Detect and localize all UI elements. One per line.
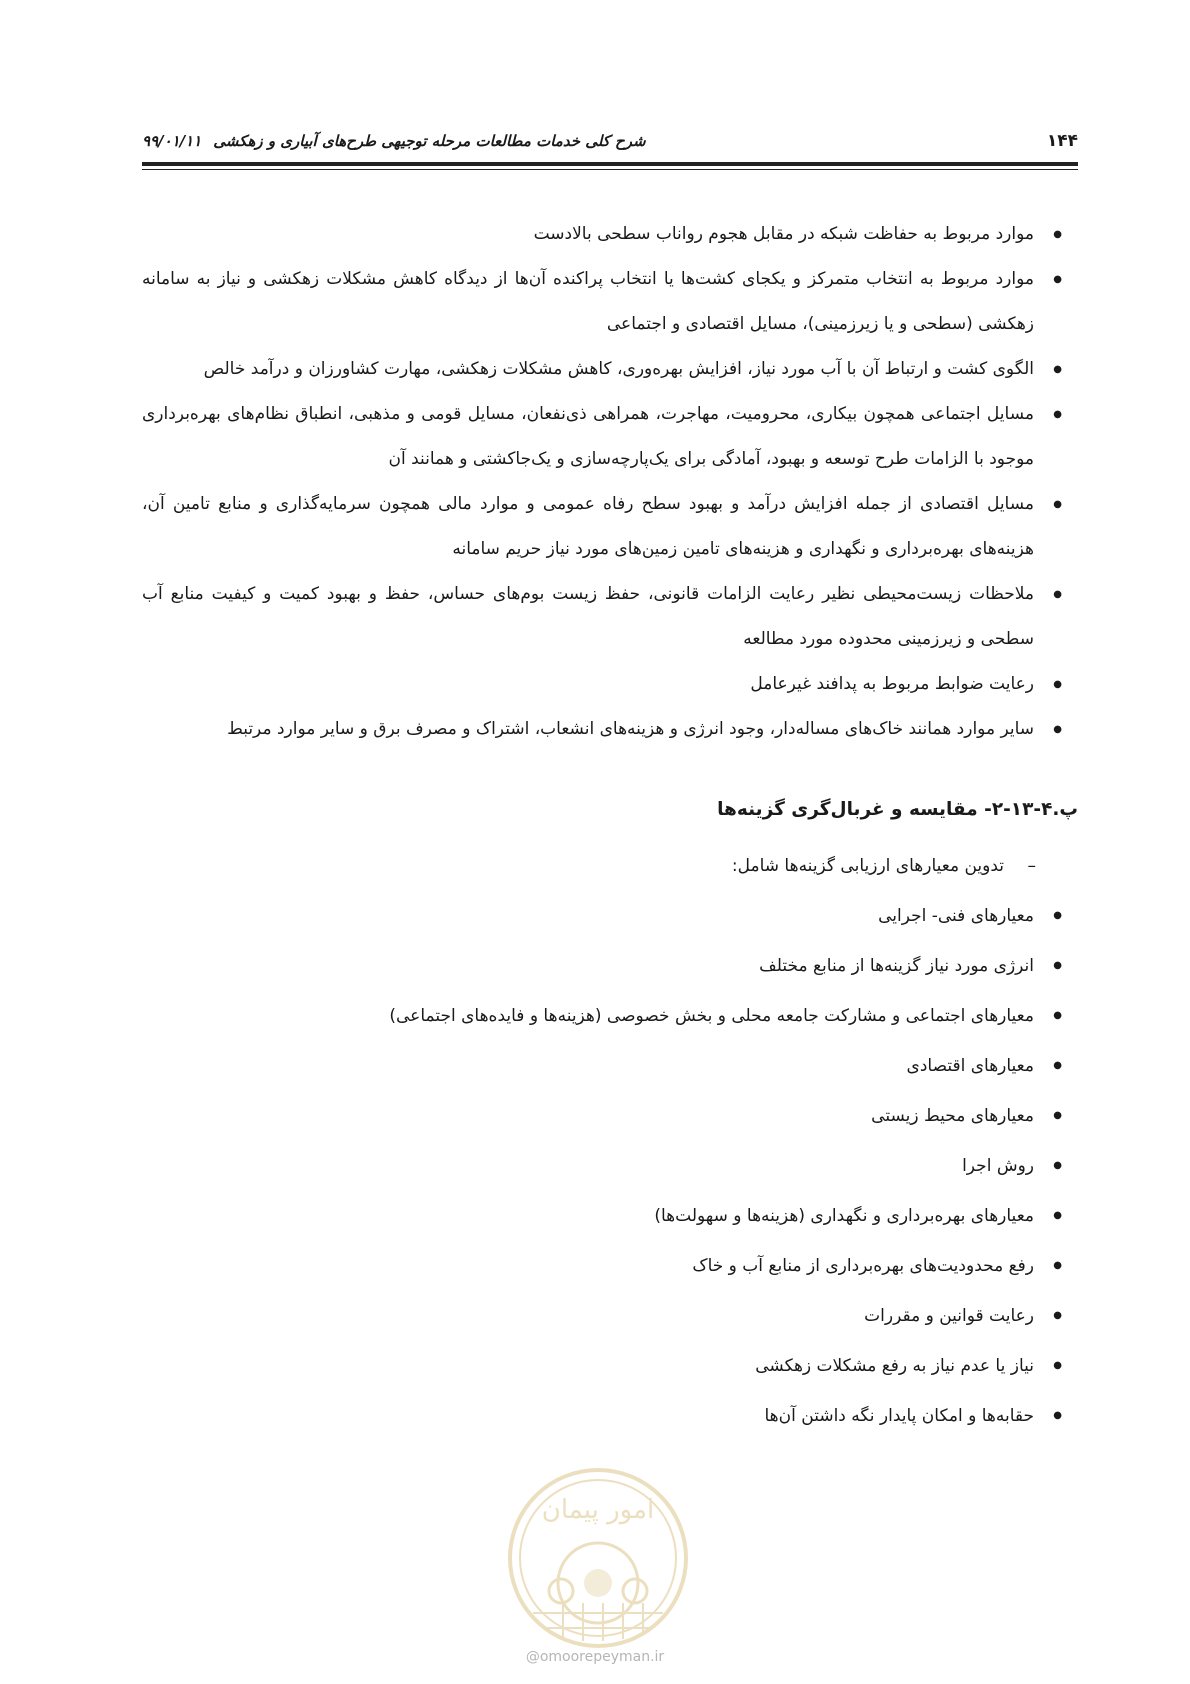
list-item: ● معیارهای بهره‌برداری و نگهداری (هزینه‌ها و سهولت‌ها) bbox=[142, 1191, 1078, 1241]
criteria-list bbox=[142, 891, 1078, 1441]
header-date: ۹۹/۰۱/۱۱ bbox=[142, 132, 202, 150]
page-body bbox=[142, 212, 1078, 1441]
list-item: ● رعایت ضوابط مربوط به پدافند غیرعامل bbox=[142, 662, 1078, 707]
list-item: ● موارد مربوط به انتخاب متمرکز و یکجای کشت‌ها یا انتخاب پراکنده آن‌ها از دیدگاه کاهش مشکلات زهکشی و نیاز به سامانه زهکشی (سطحی و یا زیرزمینی)، مسایل اقتصادی و اجتماعی bbox=[142, 257, 1078, 347]
list-item: ● معیارهای اجتماعی و مشارکت جامعه محلی و بخش خصوصی (هزینه‌ها و فایده‌های اجتماعی) bbox=[142, 991, 1078, 1041]
footer-url: @omoorepeyman.ir bbox=[525, 1649, 665, 1665]
dash-item: – تدوین معیارهای ارزیابی گزینه‌ها شامل: bbox=[142, 841, 1078, 891]
list-item: ● سایر موارد همانند خاک‌های مساله‌دار، وجود انرژی و هزینه‌های انشعاب، اشتراک و مصرف برق و سایر موارد مرتبط bbox=[142, 707, 1078, 752]
list-item: ● حقابه‌ها و امکان پایدار نگه داشتن آن‌ها bbox=[142, 1391, 1078, 1441]
watermark-text: امور پیمان bbox=[541, 1495, 655, 1525]
list-item: ● معیارهای اقتصادی bbox=[142, 1041, 1078, 1091]
section-heading: پ.۴-۱۳-۲- مقایسه و غربال‌گری گزینه‌ها bbox=[717, 799, 1078, 820]
watermark-seal bbox=[503, 1463, 693, 1653]
running-header bbox=[142, 126, 1078, 156]
list-item: ● معیارهای فنی- اجرایی bbox=[142, 891, 1078, 941]
list-item: ● نیاز یا عدم نیاز به رفع مشکلات زهکشی bbox=[142, 1341, 1078, 1391]
header-rule-thin bbox=[142, 169, 1078, 170]
header-rule-thick bbox=[142, 162, 1078, 166]
list-item: ● انرژی مورد نیاز گزینه‌ها از منابع مختلف bbox=[142, 941, 1078, 991]
list-item: ● ملاحظات زیست‌محیطی نظیر رعایت الزامات قانونی، حفظ زیست بوم‌های حساس، حفظ و بهبود کمیت و کیفیت منابع آب سطحی و زیرزمینی محدوده مورد مطالعه bbox=[142, 572, 1078, 662]
list-item: ● رفع محدودیت‌های بهره‌برداری از منابع آب و خاک bbox=[142, 1241, 1078, 1291]
list-item: ● الگوی کشت و ارتباط آن با آب مورد نیاز، افزایش بهره‌وری، کاهش مشکلات زهکشی، مهارت کشاورزان و درآمد خالص bbox=[142, 347, 1078, 392]
header-title: شرح کلی خدمات مطالعات مرحله توجیهی طرح‌های آبیاری و زهکشی bbox=[213, 132, 646, 150]
list-item: ● مسایل اقتصادی از جمله افزایش درآمد و بهبود سطح رفاه عمومی و موارد مالی همچون سرمایه‌گذاری و منابع تامین آن، هزینه‌های بهره‌برداری و نگهداری و هزینه‌های تامین زمین‌های مورد نیاز حریم سامانه bbox=[142, 482, 1078, 572]
considerations-list bbox=[142, 212, 1078, 752]
running-title bbox=[142, 132, 646, 150]
list-item: ● معیارهای محیط زیستی bbox=[142, 1091, 1078, 1141]
list-item: ● مسایل اجتماعی همچون بیکاری، محرومیت، مهاجرت، همراهی ذی‌نفعان، مسایل قومی و مذهبی، انطباق نظام‌های بهره‌برداری موجود با الزامات طرح توسعه و بهبود، آمادگی برای یک‌پارچه‌سازی و یک‌جاکشتی و همانند آن bbox=[142, 392, 1078, 482]
page-number: ۱۴۴ bbox=[1046, 131, 1078, 151]
list-item: ● روش اجرا bbox=[142, 1141, 1078, 1191]
list-item: ● موارد مربوط به حفاظت شبکه در مقابل هجوم رواناب سطحی بالادست bbox=[142, 212, 1078, 257]
list-item: ● رعایت قوانین و مقررات bbox=[142, 1291, 1078, 1341]
